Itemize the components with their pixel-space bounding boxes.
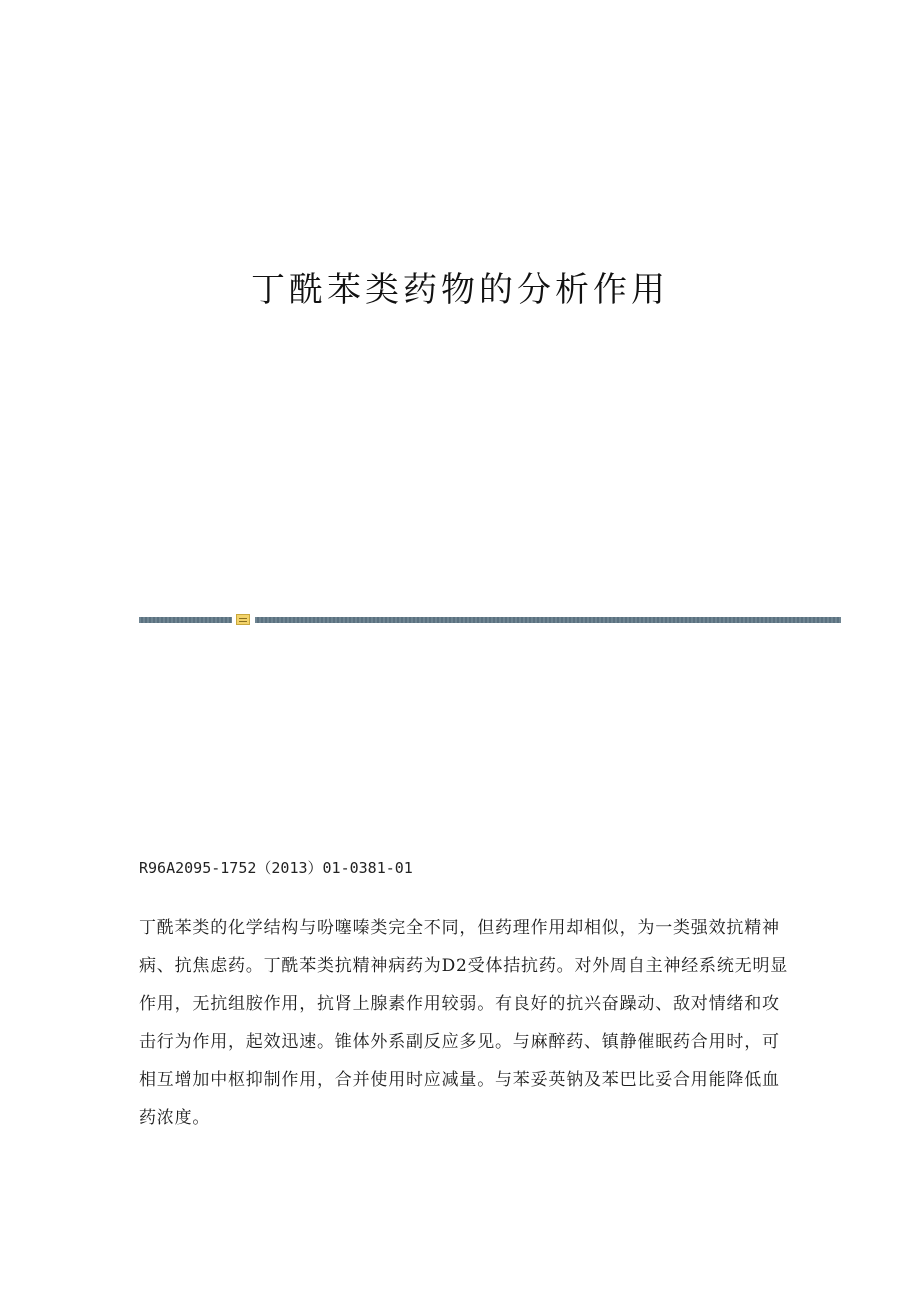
- divider-bar-right: [255, 617, 841, 623]
- document-code: R96A2095-1752（2013）01-0381-01: [139, 859, 413, 877]
- section-divider: [139, 614, 841, 626]
- page-title: 丁酰苯类药物的分析作用: [251, 270, 669, 310]
- body-paragraph: 丁酰苯类的化学结构与吩噻嗪类完全不同，但药理作用却相似，为一类强效抗精神病、抗焦虑药。丁酰苯类抗精神病药为D2受体拮抗药。对外周自主神经系统无明显作用，无抗组胺作用，抗肾上腺素作用较弱。有良好的抗兴奋躁动、敌对情绪和攻击行为作用，起效迅速。锥体外系副反应多见。与麻醉药、镇静催眠药合用时，可相互增加中枢抑制作用，合并使用时应减量。与苯妥英钠及苯巴比妥合用能降低血药浓度。: [139, 918, 789, 1128]
- document-badge-icon: [236, 614, 250, 625]
- divider-bar-left: [139, 617, 232, 623]
